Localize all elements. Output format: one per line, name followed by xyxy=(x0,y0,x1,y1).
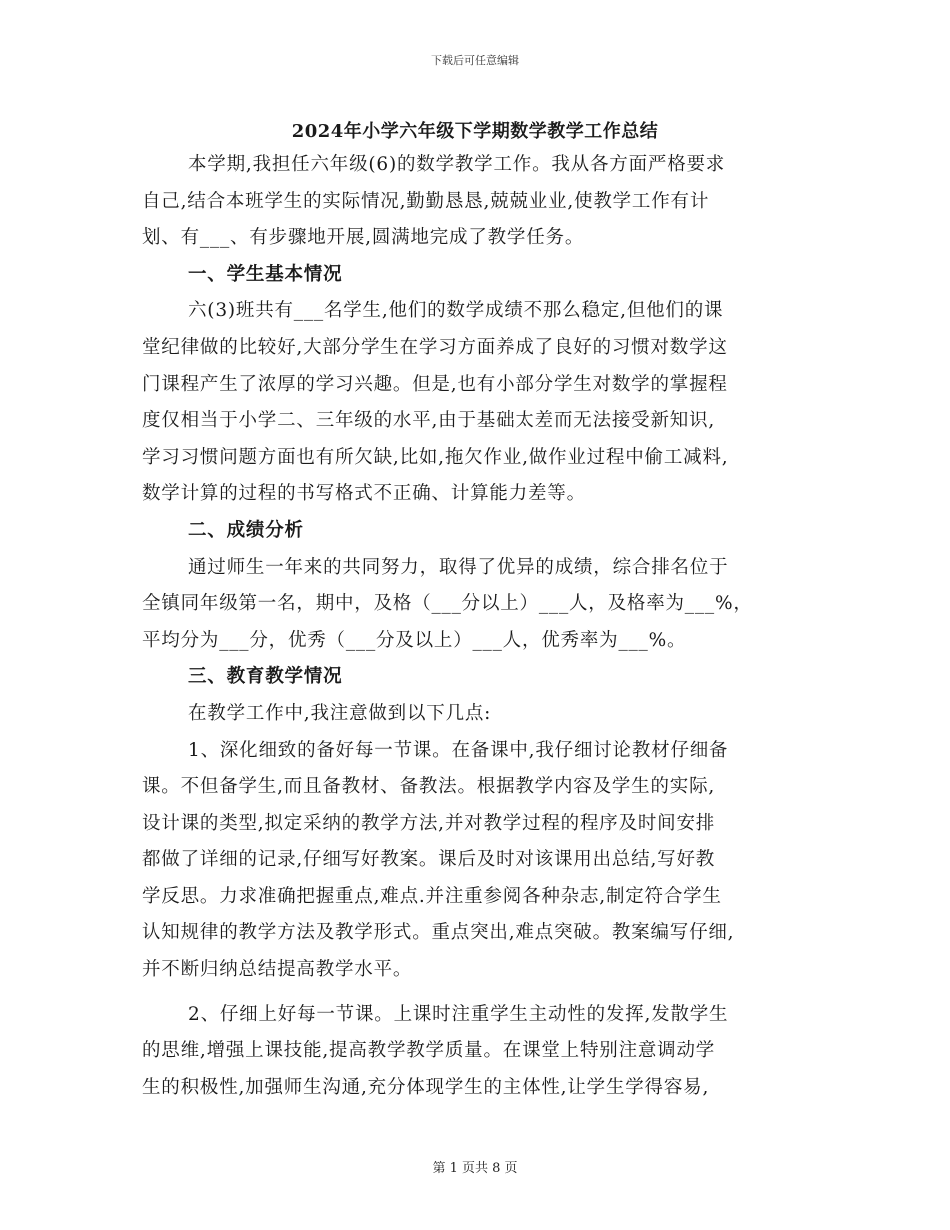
paragraph-line: 全镇同年级第一名，期中，及格（___分以上）___人，及格率为___%， xyxy=(142,593,753,615)
paragraph-line: 认知规律的教学方法及教学形式。重点突出,难点突破。教案编写仔细, xyxy=(142,922,735,944)
paragraph-line: 堂纪律做的比较好,大部分学生在学习方面养成了良好的习惯对数学这 xyxy=(142,336,728,358)
paragraph-line: 的思维,增强上课技能,提高教学教学质量。在课堂上特别注意调动学 xyxy=(142,1040,716,1062)
document-title: 2024年小学六年级下学期数学教学工作总结 xyxy=(291,121,659,142)
document-body xyxy=(142,147,810,1106)
paragraph-line: 都做了详细的记录,仔细写好教案。课后及时对该课用出总结,写好教 xyxy=(142,849,716,871)
paragraph-line: 划、有___、有步骤地开展,圆满地完成了教学任务。 xyxy=(142,227,585,249)
section-heading: 二、成绩分析 xyxy=(188,519,304,541)
section-heading: 三、教育教学情况 xyxy=(188,666,343,688)
paragraph-line: 2、仔细上好每一节课。上课时注重学生主动性的发挥,发散学生 xyxy=(188,1003,729,1025)
paragraph-line: 六(3)班共有___名学生,他们的数学成绩不那么稳定,但他们的课 xyxy=(188,300,724,322)
paragraph-line: 通过师生一年来的共同努力，取得了优异的成绩，综合排名位于 xyxy=(188,556,729,578)
paragraph-line: 度仅相当于小学二、三年级的水平,由于基础太差而无法接受新知识, xyxy=(142,410,716,432)
paragraph-line: 并不断归纳总结提高教学水平。 xyxy=(142,959,413,981)
paragraph-line: 在教学工作中,我注意做到以下几点: xyxy=(188,702,492,724)
paragraph-line: 学反思。力求准确把握重点,难点.并注重参阅各种杂志,制定符合学生 xyxy=(142,885,722,907)
paragraph-line: 设计课的类型,拟定采纳的教学方法,并对教学过程的程序及时间安排 xyxy=(142,812,716,834)
paragraph-line: 平均分为___分，优秀（___分及以上）___人，优秀率为___%。 xyxy=(142,629,687,651)
paragraph-line: 本学期,我担任六年级(6)的数学教学工作。我从各方面严格要求 xyxy=(188,154,726,175)
page-number-footer: 第 1 页共 8 页 xyxy=(432,1161,518,1176)
header-note: 下载后可任意编辑 xyxy=(431,54,519,67)
paragraph-line: 生的积极性,加强师生沟通,充分体现学生的主体性,让学生学得容易, xyxy=(142,1076,710,1098)
paragraph-line: 门课程产生了浓厚的学习兴趣。但是,也有小部分学生对数学的掌握程 xyxy=(142,373,728,395)
paragraph-line: 自己,结合本班学生的实际情况,勤勤恳恳,兢兢业业,使教学工作有计 xyxy=(142,190,710,212)
paragraph-line: 数学计算的过程的书写格式不正确、计算能力差等。 xyxy=(142,483,586,505)
section-heading: 一、学生基本情况 xyxy=(188,263,343,285)
paragraph-line: 学习习惯问题方面也有所欠缺,比如,拖欠作业,做作业过程中偷工减料, xyxy=(142,446,729,468)
paragraph-line: 1、深化细致的备好每一节课。在备课中,我仔细讨论教材仔细备 xyxy=(188,739,729,761)
paragraph-line: 课。不但备学生,而且备教材、备教法。根据教学内容及学生的实际, xyxy=(142,776,716,798)
